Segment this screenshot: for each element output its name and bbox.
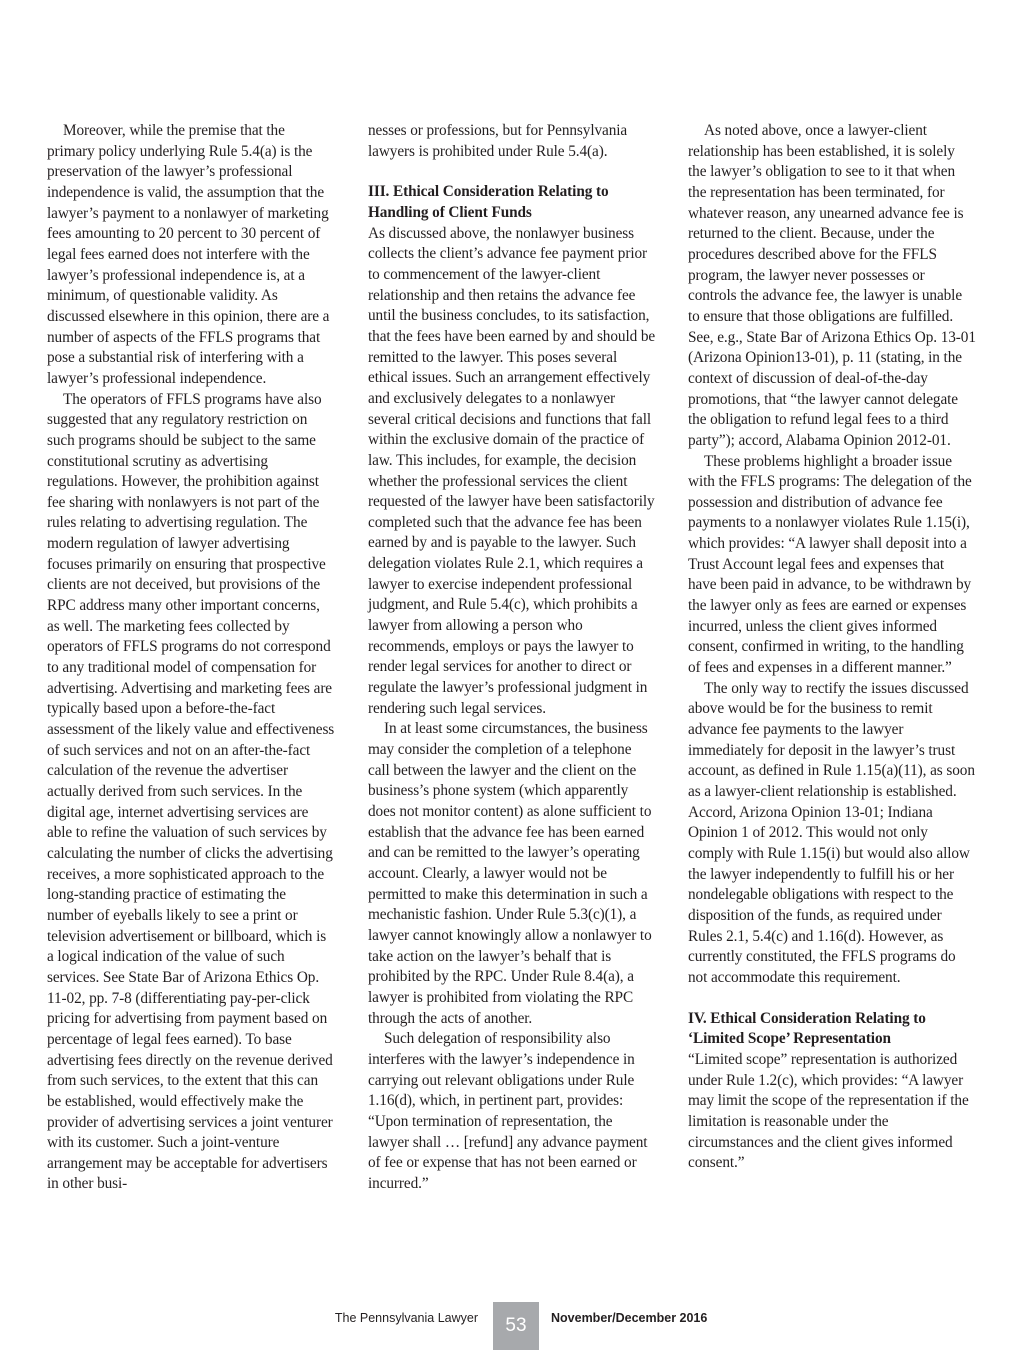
paragraph: As noted above, once a lawyer-client relationship has been established, it is solely the lawyer’s obligation to see to it that when the representation has been terminated, for whatever reason, any unearned advance fee is returned to the client. Because, under the procedures described above for the FFLS program, the lawyer never possesses or controls the advance fee, the lawyer is unable to ensure that those obligations are fulfilled. See, e.g., State Bar of Arizona Ethics Op. 13-01 (Arizona Opinion13-01), p. 11 (stating, in the context of discussion of deal-of-the-day promotions, that “the lawyer cannot delegate the obligation to refund legal fees to a third party”); accord, Alabama Opinion 2012-01. xyxy=(688,122,976,449)
paragraph: These problems highlight a broader issue with the FFLS programs: The delegation of the possession and distribution of advance fee payments to a nonlawyer violates Rule 1.15(i), which provides: “A lawyer shall deposit into a Trust Account legal fees and expenses that have been paid in advance, to be withdrawn by the lawyer only as fees are earned or expenses incurred, unless the client gives informed consent, confirmed in writing, to the handling of fees and expenses in a different manner.” xyxy=(688,452,972,677)
column-3 xyxy=(688,121,976,1174)
section-heading-iii: III. Ethical Consideration Relating to Handling of Client Funds xyxy=(368,183,609,221)
paragraph: nesses or professions, but for Pennsylvania lawyers is prohibited under Rule 5.4(a). xyxy=(368,122,628,160)
paragraph: The only way to rectify the issues discussed above would be for the business to remit advance fee payments to the lawyer immediately for deposit in the lawyer’s trust account, as defined in Rule 1.15(a)(11), as soon as a lawyer-client relationship is established. Accord, Arizona Opinion 13-01; Indiana Opinion 1 of 2012. This would not only comply with Rule 1.15(i) but would also allow the lawyer independently to fulfill his or her nondelegable obligations with respect to the disposition of the funds, as required under Rules 2.1, 5.4(c) and 1.16(d). However, as currently constituted, the FFLS programs do not accommodate this requirement. xyxy=(688,679,975,986)
paragraph: Moreover, while the premise that the primary policy underlying Rule 5.4(a) is the preservation of the lawyer’s professional independence is valid, the assumption that the lawyer’s payment to a nonlawyer of marketing fees amounting to 20 percent to 30 percent of legal fees earned does not interfere with the lawyer’s professional independence is, at a minimum, of questionable validity. As discussed elsewhere in this opinion, there are a number of aspects of the FFLS programs that pose a substantial risk of interfering with a lawyer’s professional independence. xyxy=(47,122,330,387)
issue-date: November/December 2016 xyxy=(551,1311,708,1325)
paragraph: “Limited scope” representation is authorized under Rule 1.2(c), which provides: “A lawyer may limit the scope of the representation if the limitation is reasonable under the circumstances and the client gives informed consent.” xyxy=(688,1050,969,1172)
column-2 xyxy=(368,121,656,1194)
publication-name: The Pennsylvania Lawyer xyxy=(334,1311,478,1325)
page-number: 53 xyxy=(493,1302,539,1350)
paragraph: In at least some circumstances, the business may consider the completion of a telephone call between the lawyer and the client on the business’s phone system (which apparently does not monitor content) as alone sufficient to establish that the advance fee has been earned and can be remitted to the lawyer’s operating account. Clearly, a lawyer would not be permitted to make this determination in such a mechanistic fashion. Under Rule 5.3(c)(1), a lawyer cannot knowingly allow a nonlawyer to take action on the lawyer’s behalf that is prohibited by the RPC. Under Rule 8.4(a), a lawyer is prohibited from violating the RPC through the acts of another. xyxy=(368,720,652,1027)
section-heading-iv: IV. Ethical Consideration Relating to ‘Limited Scope’ Representation xyxy=(688,1009,926,1048)
paragraph: Such delegation of responsibility also interferes with the lawyer’s independence in carrying out relevant obligations under Rule 1.16(d), which, in pertinent part, provides: “Upon termination of representation, the lawyer shall … [refund] any advance payment of fee or expense that has not been earned or incurred.” xyxy=(368,1030,648,1192)
paragraph: The operators of FFLS programs have also suggested that any regulatory restriction on such programs should be subject to the same constitutional scrutiny as advertising regulations. However, the prohibition against fee sharing with nonlawyers is not part of the rules relating to advertising regulation. The modern regulation of lawyer advertising focuses primarily on ensuring that prospective clients are not deceived, but provisions of the RPC address many other important concerns, as well. The marketing fees collected by operators of FFLS programs do not correspond to any traditional model of compensation for advertising. Advertising and marketing fees are typically based upon a before-the-fact assessment of the likely value and effectiveness of such services and not on an after-the-fact calculation of the revenue the advertiser actually derived from such services. In the digital age, internet advertising services are able to refine the valuation of such services by calculating the number of clicks the advertising receives, a more sophisticated approach to the long-standing practice of estimating the number of eyeballs likely to see a print or television advertisement or billboard, which is a logical indication of the value of such services. See State Bar of Arizona Ethics Op. 11-02, pp. 7-8 (differentiating pay-per-click pricing for advertising from payment based on percentage of legal fees earned). To base advertising fees directly on the revenue derived from such services, to the extent that this can be established, would effectively make the provider of advertising services a joint venturer with its customer. Such a joint-venture arrangement may be acceptable for advertisers in other busi- xyxy=(47,390,335,1193)
column-1 xyxy=(47,121,335,1195)
page-footer xyxy=(0,1302,1024,1350)
paragraph: As discussed above, the nonlawyer business collects the client’s advance fee payment prior to commencement of the lawyer-client relationship and then retains the advance fee until the business concludes, to its satisfaction, that the fees have been earned by and should be remitted to the lawyer. This poses several ethical issues. Such an arrangement effectively and exclusively delegates to a nonlawyer several critical decisions and functions that fall within the exclusive domain of the practice of law. This includes, for example, the decision whether the professional services the client requested of the lawyer have been satisfactorily completed such that the advance fee has been earned by and is payable to the lawyer. Such delegation violates Rule 2.1, which requires a lawyer to exercise independent professional judgment, and Rule 5.4(c), which prohibits a lawyer from allowing a person who recommends, employs or pays the lawyer to render legal services for another to direct or regulate the lawyer’s professional judgment in rendering such legal services. xyxy=(368,224,656,717)
